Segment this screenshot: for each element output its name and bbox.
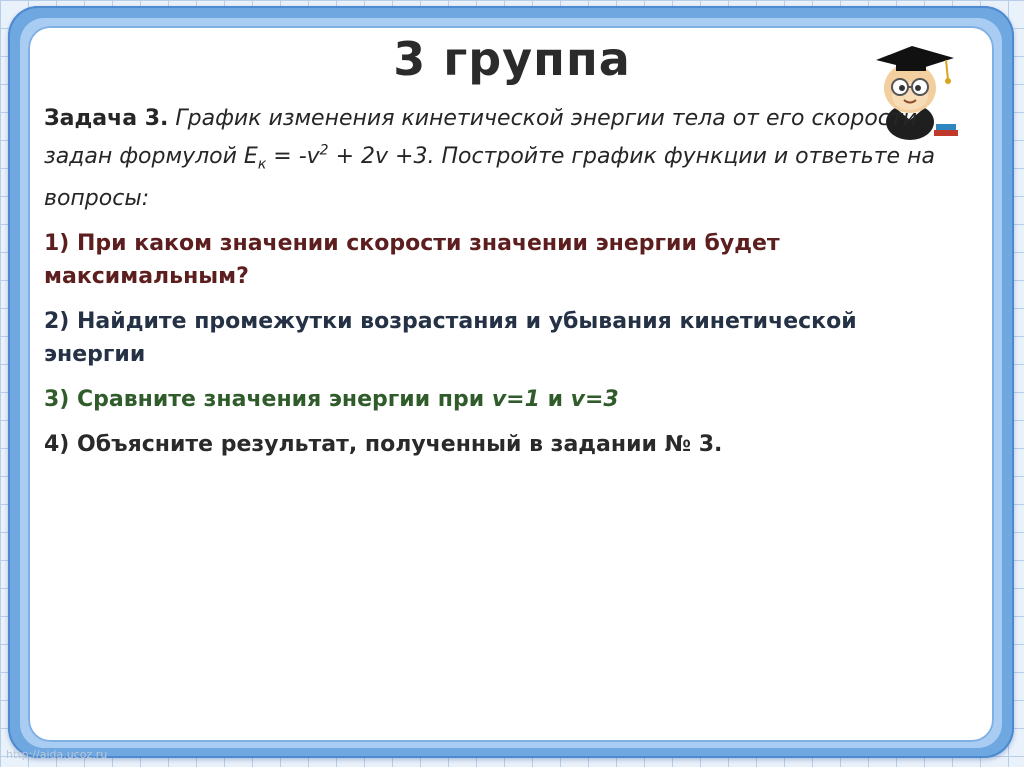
- question-3-v3: v=3: [570, 386, 619, 412]
- question-3: [44, 383, 964, 416]
- question-4: 4) Объясните результат, полученный в задании № 3.: [44, 431, 723, 457]
- question-3-v1: v=1: [491, 386, 540, 412]
- task-label: Задача 3.: [44, 106, 169, 131]
- task-text-before: График изменения кинетической энергии тела от его скорости задан формулой E: [44, 106, 917, 170]
- question-3-text: 3) Сравните значения энергии при: [44, 386, 492, 412]
- question-2: 2) Найдите промежутки возрастания и убывания кинетической энергии: [44, 308, 857, 367]
- slide-title: 3 группа: [393, 32, 631, 86]
- question-1: 1) При каком значении скорости значении энергии будет максимальным?: [44, 230, 780, 289]
- task-superscript-2: 2: [319, 143, 329, 159]
- question-3-and: и: [539, 386, 571, 412]
- task-statement: [44, 102, 964, 215]
- slide-content: [44, 102, 964, 461]
- watermark: http://aida.ucoz.ru: [6, 748, 108, 761]
- task-text-mid: = -v: [266, 144, 320, 170]
- task-text: [44, 106, 935, 211]
- task-subscript-k: к: [257, 156, 267, 173]
- task-text-after: + 2v +3. Постройте график функции и ответьте на вопросы:: [44, 144, 935, 211]
